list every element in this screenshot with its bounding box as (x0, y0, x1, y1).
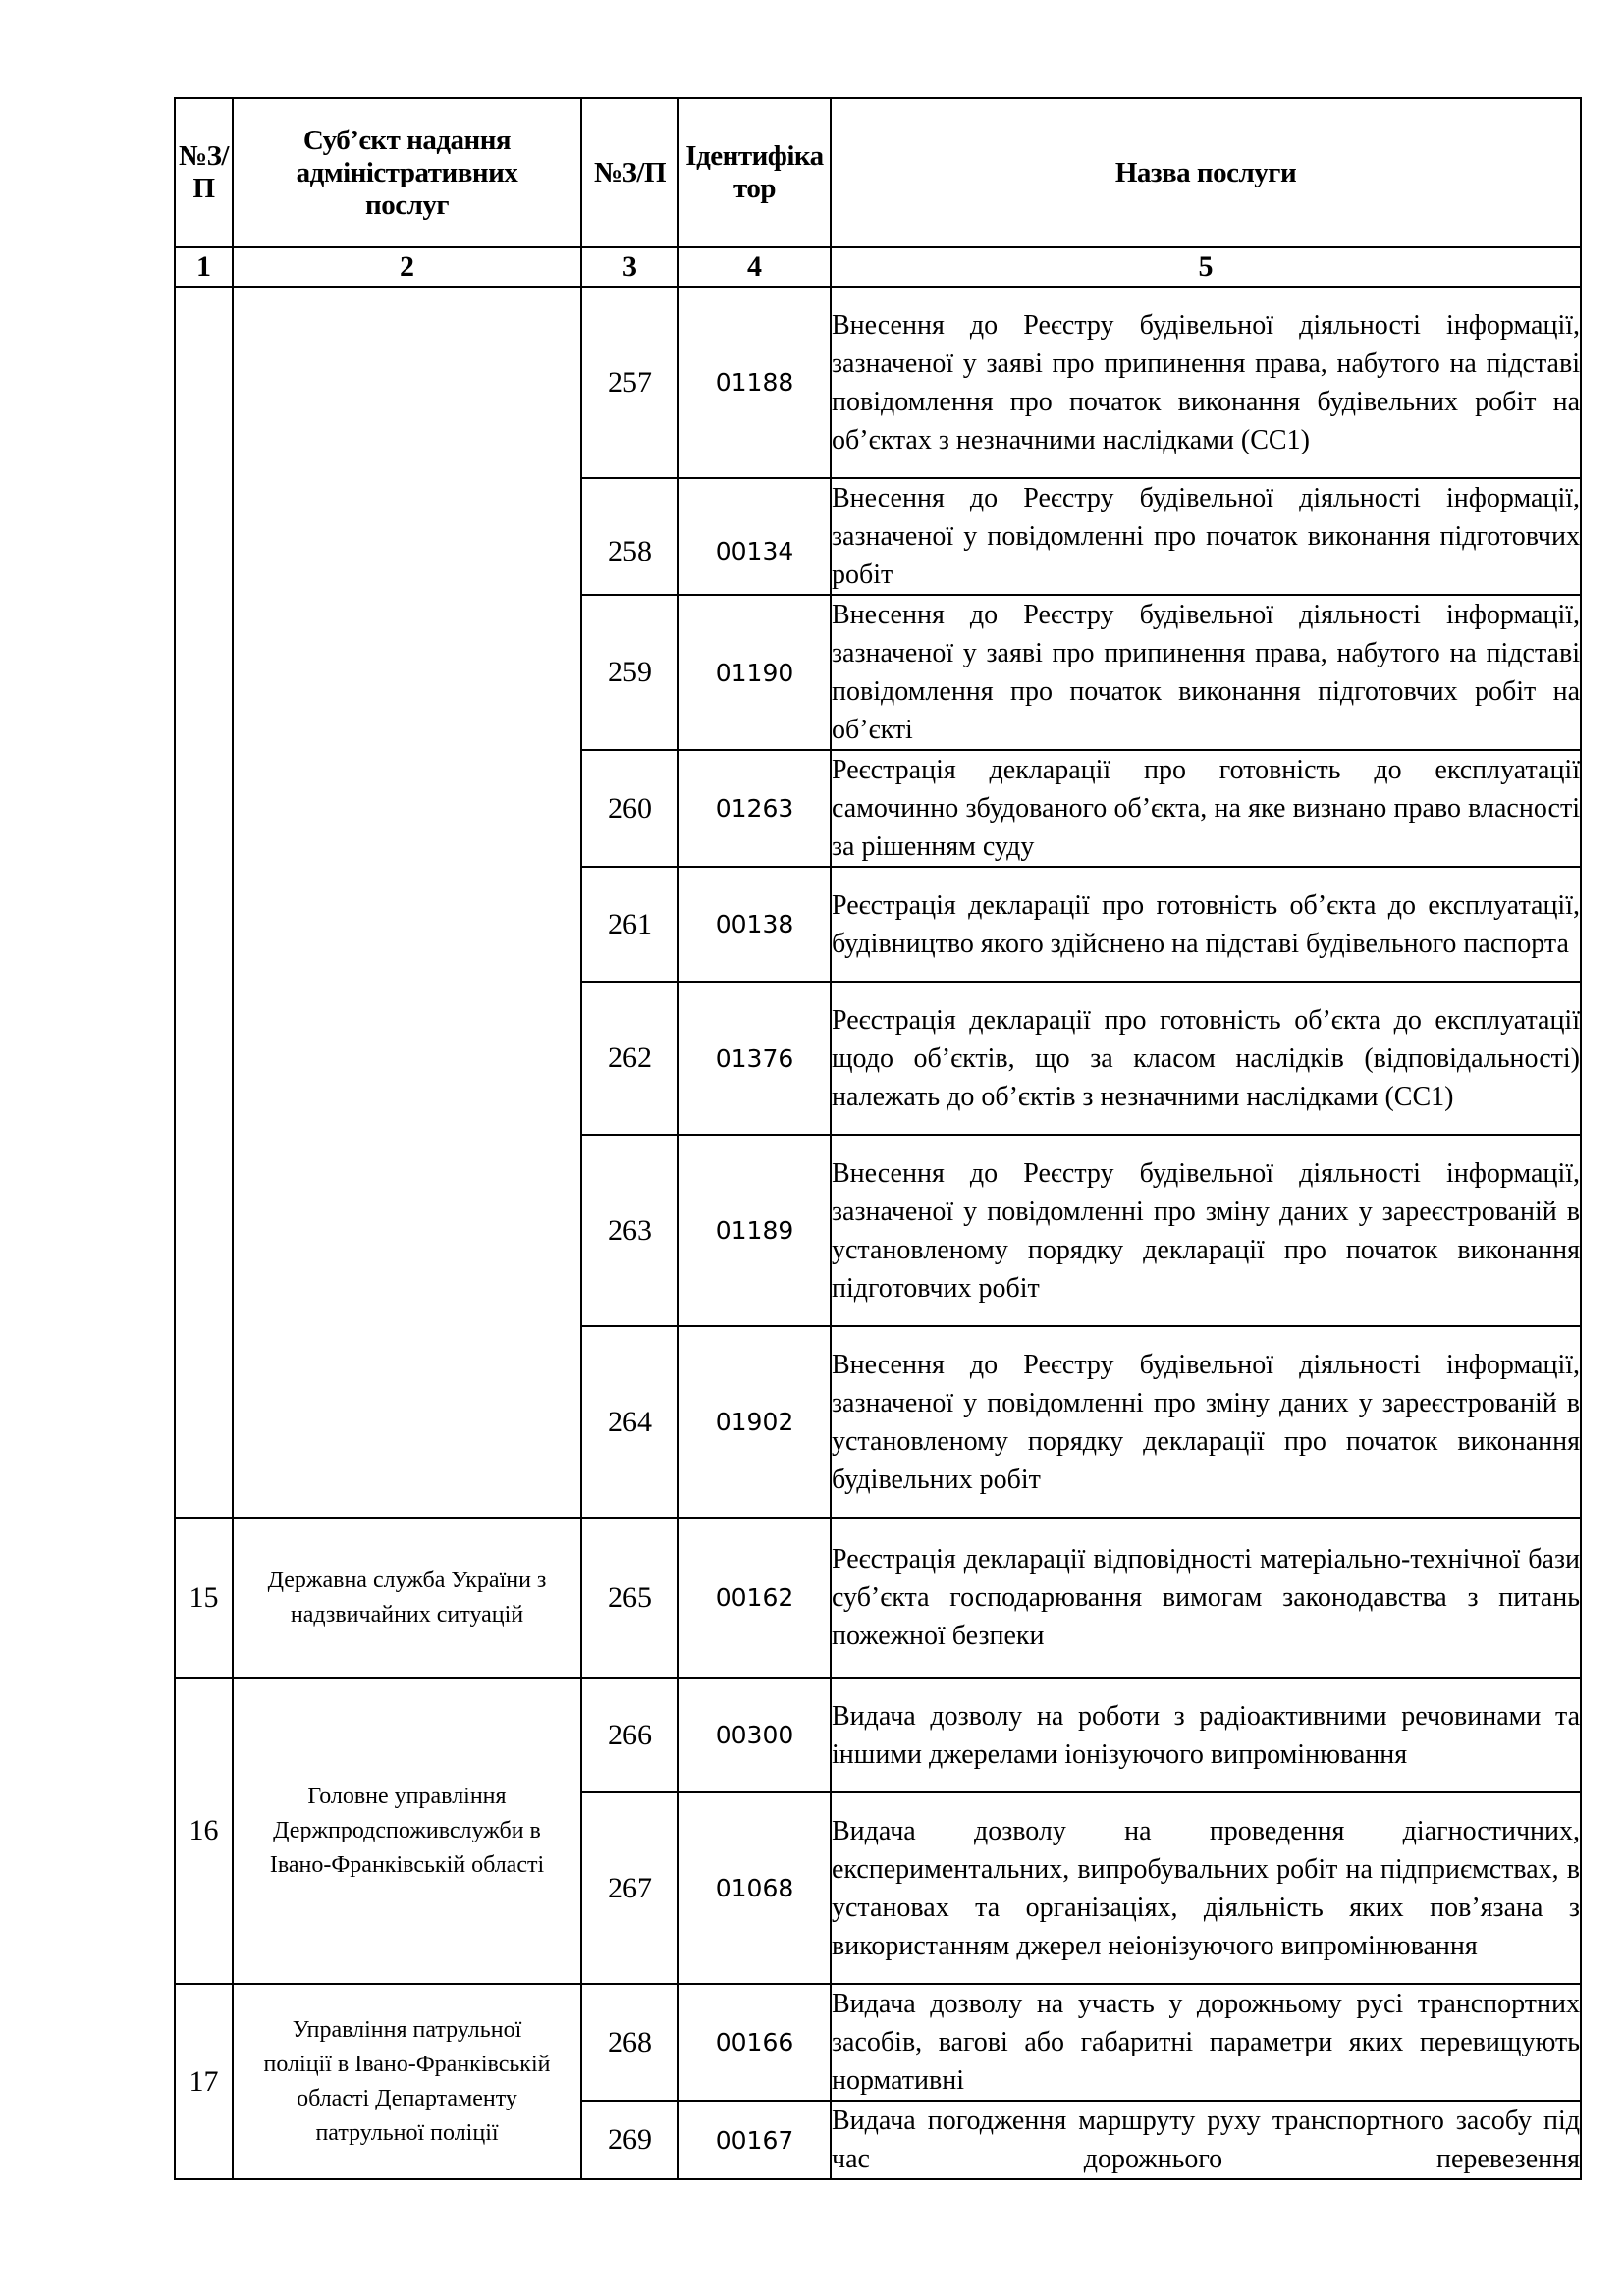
service-name: Видача дозволу на участь у дорожньому русі транспортних засобів, вагові або габаритні параметри яких перевищують нормативні (831, 1984, 1581, 2101)
service-name: Внесення до Реєстру будівельної діяльності інформації, зазначеної у повідомленні про зміну даних у зареєстрованій в установленому порядку декларації про початок виконання підготовчих робіт (831, 1135, 1581, 1326)
header-row (175, 98, 1581, 247)
services-table (174, 97, 1582, 2180)
group-subject (233, 287, 581, 1518)
group-number: 17 (175, 1984, 233, 2179)
group-subject: Управління патрульної поліції в Івано-Франківській області Департаменту патрульної поліції (233, 1984, 581, 2179)
column-number: 1 (175, 247, 233, 287)
group-subject: Державна служба України з надзвичайних ситуацій (233, 1518, 581, 1678)
row-number: 257 (581, 287, 678, 478)
row-identifier: 00167 (678, 2101, 831, 2179)
row-identifier: 00162 (678, 1518, 831, 1678)
row-identifier: 01068 (678, 1792, 831, 1984)
column-number: 3 (581, 247, 678, 287)
header-col4: Ідентифікатор (678, 98, 831, 247)
service-name: Внесення до Реєстру будівельної діяльності інформації, зазначеної у повідомленні про зміну даних у зареєстрованій в установленому порядку декларації про початок виконання будівельних робіт (831, 1326, 1581, 1518)
row-number: 258 (581, 478, 678, 595)
service-name: Внесення до Реєстру будівельної діяльності інформації, зазначеної у заяві про припинення права, набутого на підставі повідомлення про початок виконання будівельних робіт на об’єктах з незначними наслідками (СС1) (831, 287, 1581, 478)
row-number: 259 (581, 595, 678, 750)
row-number: 264 (581, 1326, 678, 1518)
service-name: Внесення до Реєстру будівельної діяльності інформації, зазначеної у повідомленні про початок виконання підготовчих робіт (831, 478, 1581, 595)
row-identifier: 01189 (678, 1135, 831, 1326)
header-col5: Назва послуги (831, 98, 1581, 247)
service-name: Видача дозволу на роботи з радіоактивними речовинами та іншими джерелами іонізуючого випромінювання (831, 1678, 1581, 1792)
row-number: 260 (581, 750, 678, 867)
row-identifier: 00300 (678, 1678, 831, 1792)
row-identifier: 01188 (678, 287, 831, 478)
service-name: Внесення до Реєстру будівельної діяльності інформації, зазначеної у заяві про припинення права, набутого на підставі повідомлення про початок виконання підготовчих робіт на об’єкті (831, 595, 1581, 750)
header-col2: Суб’єкт надання адміністративних послуг (233, 98, 581, 247)
row-identifier: 00138 (678, 867, 831, 982)
row-identifier: 00134 (678, 478, 831, 595)
service-name: Реєстрація декларації відповідності матеріально-технічної бази суб’єкта господарювання вимогам законодавства з питань пожежної безпеки (831, 1518, 1581, 1678)
row-number: 263 (581, 1135, 678, 1326)
row-number: 265 (581, 1518, 678, 1678)
service-name: Реєстрація декларації про готовність об’єкта до експлуатації, будівництво якого здійснено на підставі будівельного паспорта (831, 867, 1581, 982)
row-identifier: 01376 (678, 982, 831, 1135)
row-identifier: 01902 (678, 1326, 831, 1518)
service-name: Реєстрація декларації про готовність до експлуатації самочинно збудованого об’єкта, на яке визнано право власності за рішенням суду (831, 750, 1581, 867)
group-number: 15 (175, 1518, 233, 1678)
row-identifier: 00166 (678, 1984, 831, 2101)
row-number: 261 (581, 867, 678, 982)
service-name: Видача дозволу на проведення діагностичних, експериментальних, випробувальних робіт на підприємствах, в установах та організаціях, діяльність яких пов’язана з використанням джерел неіонізуючого випромінювання (831, 1792, 1581, 1984)
service-name: Реєстрація декларації про готовність об’єкта до експлуатації щодо об’єктів, що за класом наслідків (відповідальності) належать до об’єктів з незначними наслідками (СС1) (831, 982, 1581, 1135)
column-number: 5 (831, 247, 1581, 287)
header-col3: №З/П (581, 98, 678, 247)
column-number-row (175, 247, 1581, 287)
row-number: 262 (581, 982, 678, 1135)
table-row (175, 1984, 1581, 2101)
row-number: 266 (581, 1678, 678, 1792)
table-row (175, 1518, 1581, 1678)
column-number: 2 (233, 247, 581, 287)
group-number (175, 287, 233, 1518)
column-number: 4 (678, 247, 831, 287)
table-row (175, 1678, 1581, 1792)
row-identifier: 01263 (678, 750, 831, 867)
header-col1: №З/П (175, 98, 233, 247)
group-number: 16 (175, 1678, 233, 1984)
row-number: 268 (581, 1984, 678, 2101)
row-number: 267 (581, 1792, 678, 1984)
table-row (175, 287, 1581, 478)
row-number: 269 (581, 2101, 678, 2179)
row-identifier: 01190 (678, 595, 831, 750)
group-subject: Головне управління Держпродспоживслужби в Івано-Франківській області (233, 1678, 581, 1984)
service-name: Видача погодження маршруту руху транспортного засобу під час дорожнього перевезення (831, 2101, 1581, 2179)
